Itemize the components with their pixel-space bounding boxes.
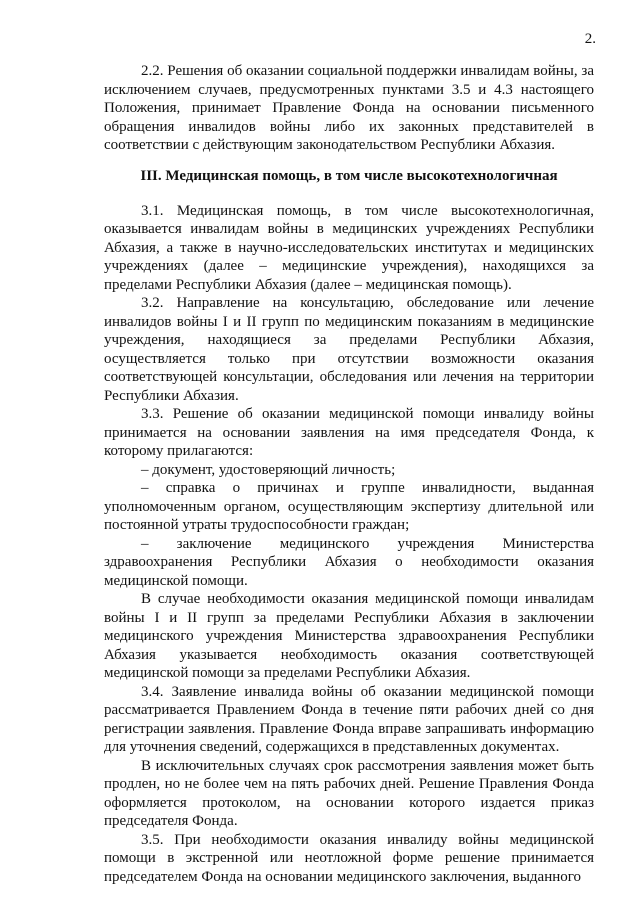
paragraph-extension: В исключительных случаях срок рассмотрения заявления может быть продлен, но не более чем на пять рабочих дней. Решение Правления Фонда оформляется протоколом, на основании которого издается приказ председателя Фонда. (104, 757, 594, 829)
paragraph-3-4: 3.4. Заявление инвалида войны об оказании медицинской помощи рассматривается Правлением Фонда в течение пяти рабочих дней со дня регистрации заявления. Правление Фонда вправе запрашивать информацию для уточнения сведений, содержащихся в представленных документах. (104, 683, 594, 755)
page-number: 2. (584, 31, 596, 47)
paragraph-abroad-treatment: В случае необходимости оказания медицинской помощи инвалидам войны I и II групп за пределами Республики Абхазия в заключении медицинского учреждения Министерства здравоохранения Республики Абхазия указывается необходимость оказания соответствующей медицинской помощи за пределами Республики Абхазия. (104, 591, 594, 681)
list-item-medical-conclusion: – заключение медицинского учреждения Министерства здравоохранения Республики Абхазия о необходимости оказания медицинской помощи. (104, 535, 594, 589)
list-item-disability-certificate: – справка о причинах и группе инвалидности, выданная уполномоченным органом, осуществляющим экспертизу длительной или постоянной утраты трудоспособности граждан; (104, 480, 594, 533)
paragraph-3-2: 3.2. Направление на консультацию, обследование или лечение инвалидов войны I и II групп по медицинским показаниям в медицинские учреждения, находящиеся за пределами Республики Абхазия, осуществляется только при отсутствии возможности оказания соответствующей консультации, обследования или лечения на территории Республики Абхазия. (104, 295, 594, 404)
list-item-identity-document: – документ, удостоверяющий личность; (141, 461, 396, 478)
section-heading: III. Медицинская помощь, в том числе высокотехнологичная (140, 167, 558, 184)
paragraph-3-1: 3.1. Медицинская помощь, в том числе высокотехнологичная, оказывается инвалидам войны в медицинских учреждениях Республики Абхазия, а также в научно-исследовательских институтах и медицинских учреждениях (далее – медицинские учреждения), находящихся за пределами Республики Абхазия (далее – медицинская помощь). (104, 202, 594, 293)
document-body (104, 62, 594, 886)
paragraph-3-3: 3.3. Решение об оказании медицинской помощи инвалиду войны принимается на основании заявления на имя председателя Фонда, к которому прилагаются: (104, 406, 594, 459)
paragraph-2-2: 2.2. Решения об оказании социальной поддержки инвалидам войны, за исключением случаев, предусмотренных пунктами 3.5 и 4.3 настоящего Положения, принимает Правление Фонда на основании письменного обращения инвалидов войны либо их законных представителей в соответствии с действующим законодательством Республики Абхазия. (104, 63, 594, 153)
paragraph-3-5: 3.5. При необходимости оказания инвалиду войны медицинской помощи в экстренной или неотложной форме решение принимается председателем Фонда на основании медицинского заключения, выданного (104, 831, 594, 885)
